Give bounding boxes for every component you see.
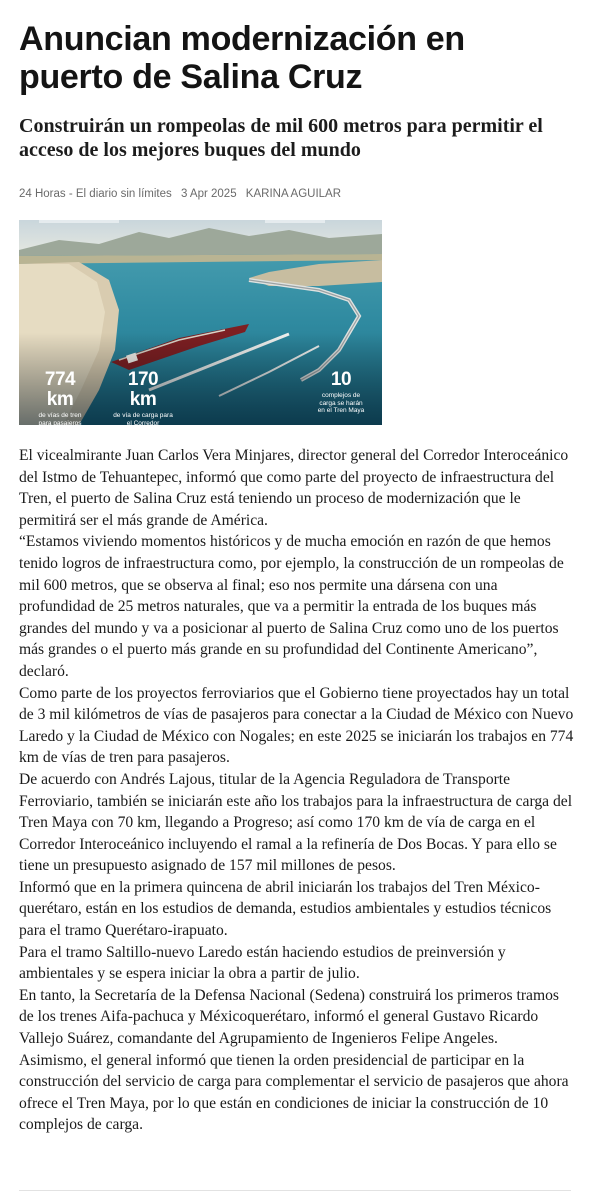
paragraph: Para el tramo Saltillo-nuevo Laredo están haciendo estudios de preinversión y ambientales y se espera iniciar la obra a partir de julio.: [19, 943, 506, 983]
article-subheadline: Construirán un rompeolas de mil 600 metros para permitir el acceso de los mejores buques del mundo: [19, 115, 543, 161]
paragraph: El vicealmirante Juan Carlos Vera Minjares, director general del Corredor Interoceánico del Istmo de Tehuantepec, informó que como parte del proyecto de infraestructura del Tren, el puerto de Salina Cruz está teniendo un proceso de modernización que le permitirá ser el más grande de América.: [19, 447, 569, 529]
byline-date: 3 Apr 2025: [180, 188, 237, 200]
stat-number: 170 km: [127, 369, 159, 410]
article-body: [19, 445, 575, 1136]
stat-passenger-rail: [35, 370, 85, 435]
stat-caption: complejos de carga se harán en el Tren Maya: [317, 392, 365, 414]
byline: [19, 188, 575, 202]
stat-cargo-rail: [113, 370, 173, 435]
byline-author[interactable]: KARINA AGUILAR: [245, 188, 342, 200]
paragraph: De acuerdo con Andrés Lajous, titular de la Agencia Reguladora de Transporte Ferroviario, también se iniciarán este año los trabajos para la infraestructura de carga del Tren Maya con 70 km, llegando a Progreso; así como 170 km de vía de carga en el Corredor Interoceánico incluyendo el ramal a la refinería de Dos Bocas. Y para ello se tiene un presupuesto asignado de 157 mil millones de pesos.: [19, 770, 573, 875]
article-headline: Anuncian modernización en puerto de Salina Cruz: [19, 20, 465, 96]
port-aerial-photo[interactable]: [19, 220, 382, 434]
divider: [19, 1190, 571, 1191]
paragraph: En tanto, la Secretaría de la Defensa Nacional (Sedena) construirá los primeros tramos de los trenes Aifa-pachuca y Méxicoquerétaro, informó el general Gustavo Ricardo Vallejo Suárez, comandante del Agrupamiento de Ingenieros Felipe Angeles.: [19, 986, 559, 1048]
paragraph: Informó que en la primera quincena de abril iniciarán los trabajos del Tren México-querétaro, están en los estudios de demanda, estudios ambientales y estudios técnicos para el tramo Querétaro-irapuato.: [19, 878, 552, 940]
paragraph: “Estamos viviendo momentos históricos y de mucha emoción en razón de que hemos tenido logros de infraestructura como, por ejemplo, la construcción de un rompeolas de mil 600 metros, que se observa al final; eso nos permite una dársena con una profundidad de 25 metros naturales, que va a permitir la entrada de los buques más grandes del mundo y va a posicionar al puerto de Salina Cruz como uno de los puertos más grandes o el puerto más grande en su profundidad del Continente Americano”, declaró.: [19, 533, 564, 680]
stat-cargo-complexes: [315, 370, 367, 415]
stat-number: 10: [330, 369, 352, 390]
paragraph: Como parte de los proyectos ferroviarios que el Gobierno tiene proyectados hay un total de 3 mil kilómetros de vías de pasajeros para conectar a la Ciudad de México con Nuevo Laredo y la Ciudad de México con Nogales; en este 2025 se iniciarán los trabajos en 774 km de vías de tren para pasajeros.: [19, 684, 574, 767]
byline-source[interactable]: 24 Horas - El diario sin límites: [19, 188, 172, 200]
paragraph: Asimismo, el general informó que tienen la orden presidencial de participar en la construcción del servicio de carga para complementar el servicio de pasajeros que ahora ofrece el Tren Maya, por lo que están en condiciones de iniciar la construcción de 10 complejos de carga.: [19, 1051, 569, 1134]
stat-caption: de vía de carga para el Corredor Interoceánico: [113, 412, 173, 434]
stat-caption: de vías de tren para pasajeros construirán: [38, 412, 82, 434]
article: [19, 20, 575, 1136]
stat-number: 774 km: [44, 369, 76, 410]
